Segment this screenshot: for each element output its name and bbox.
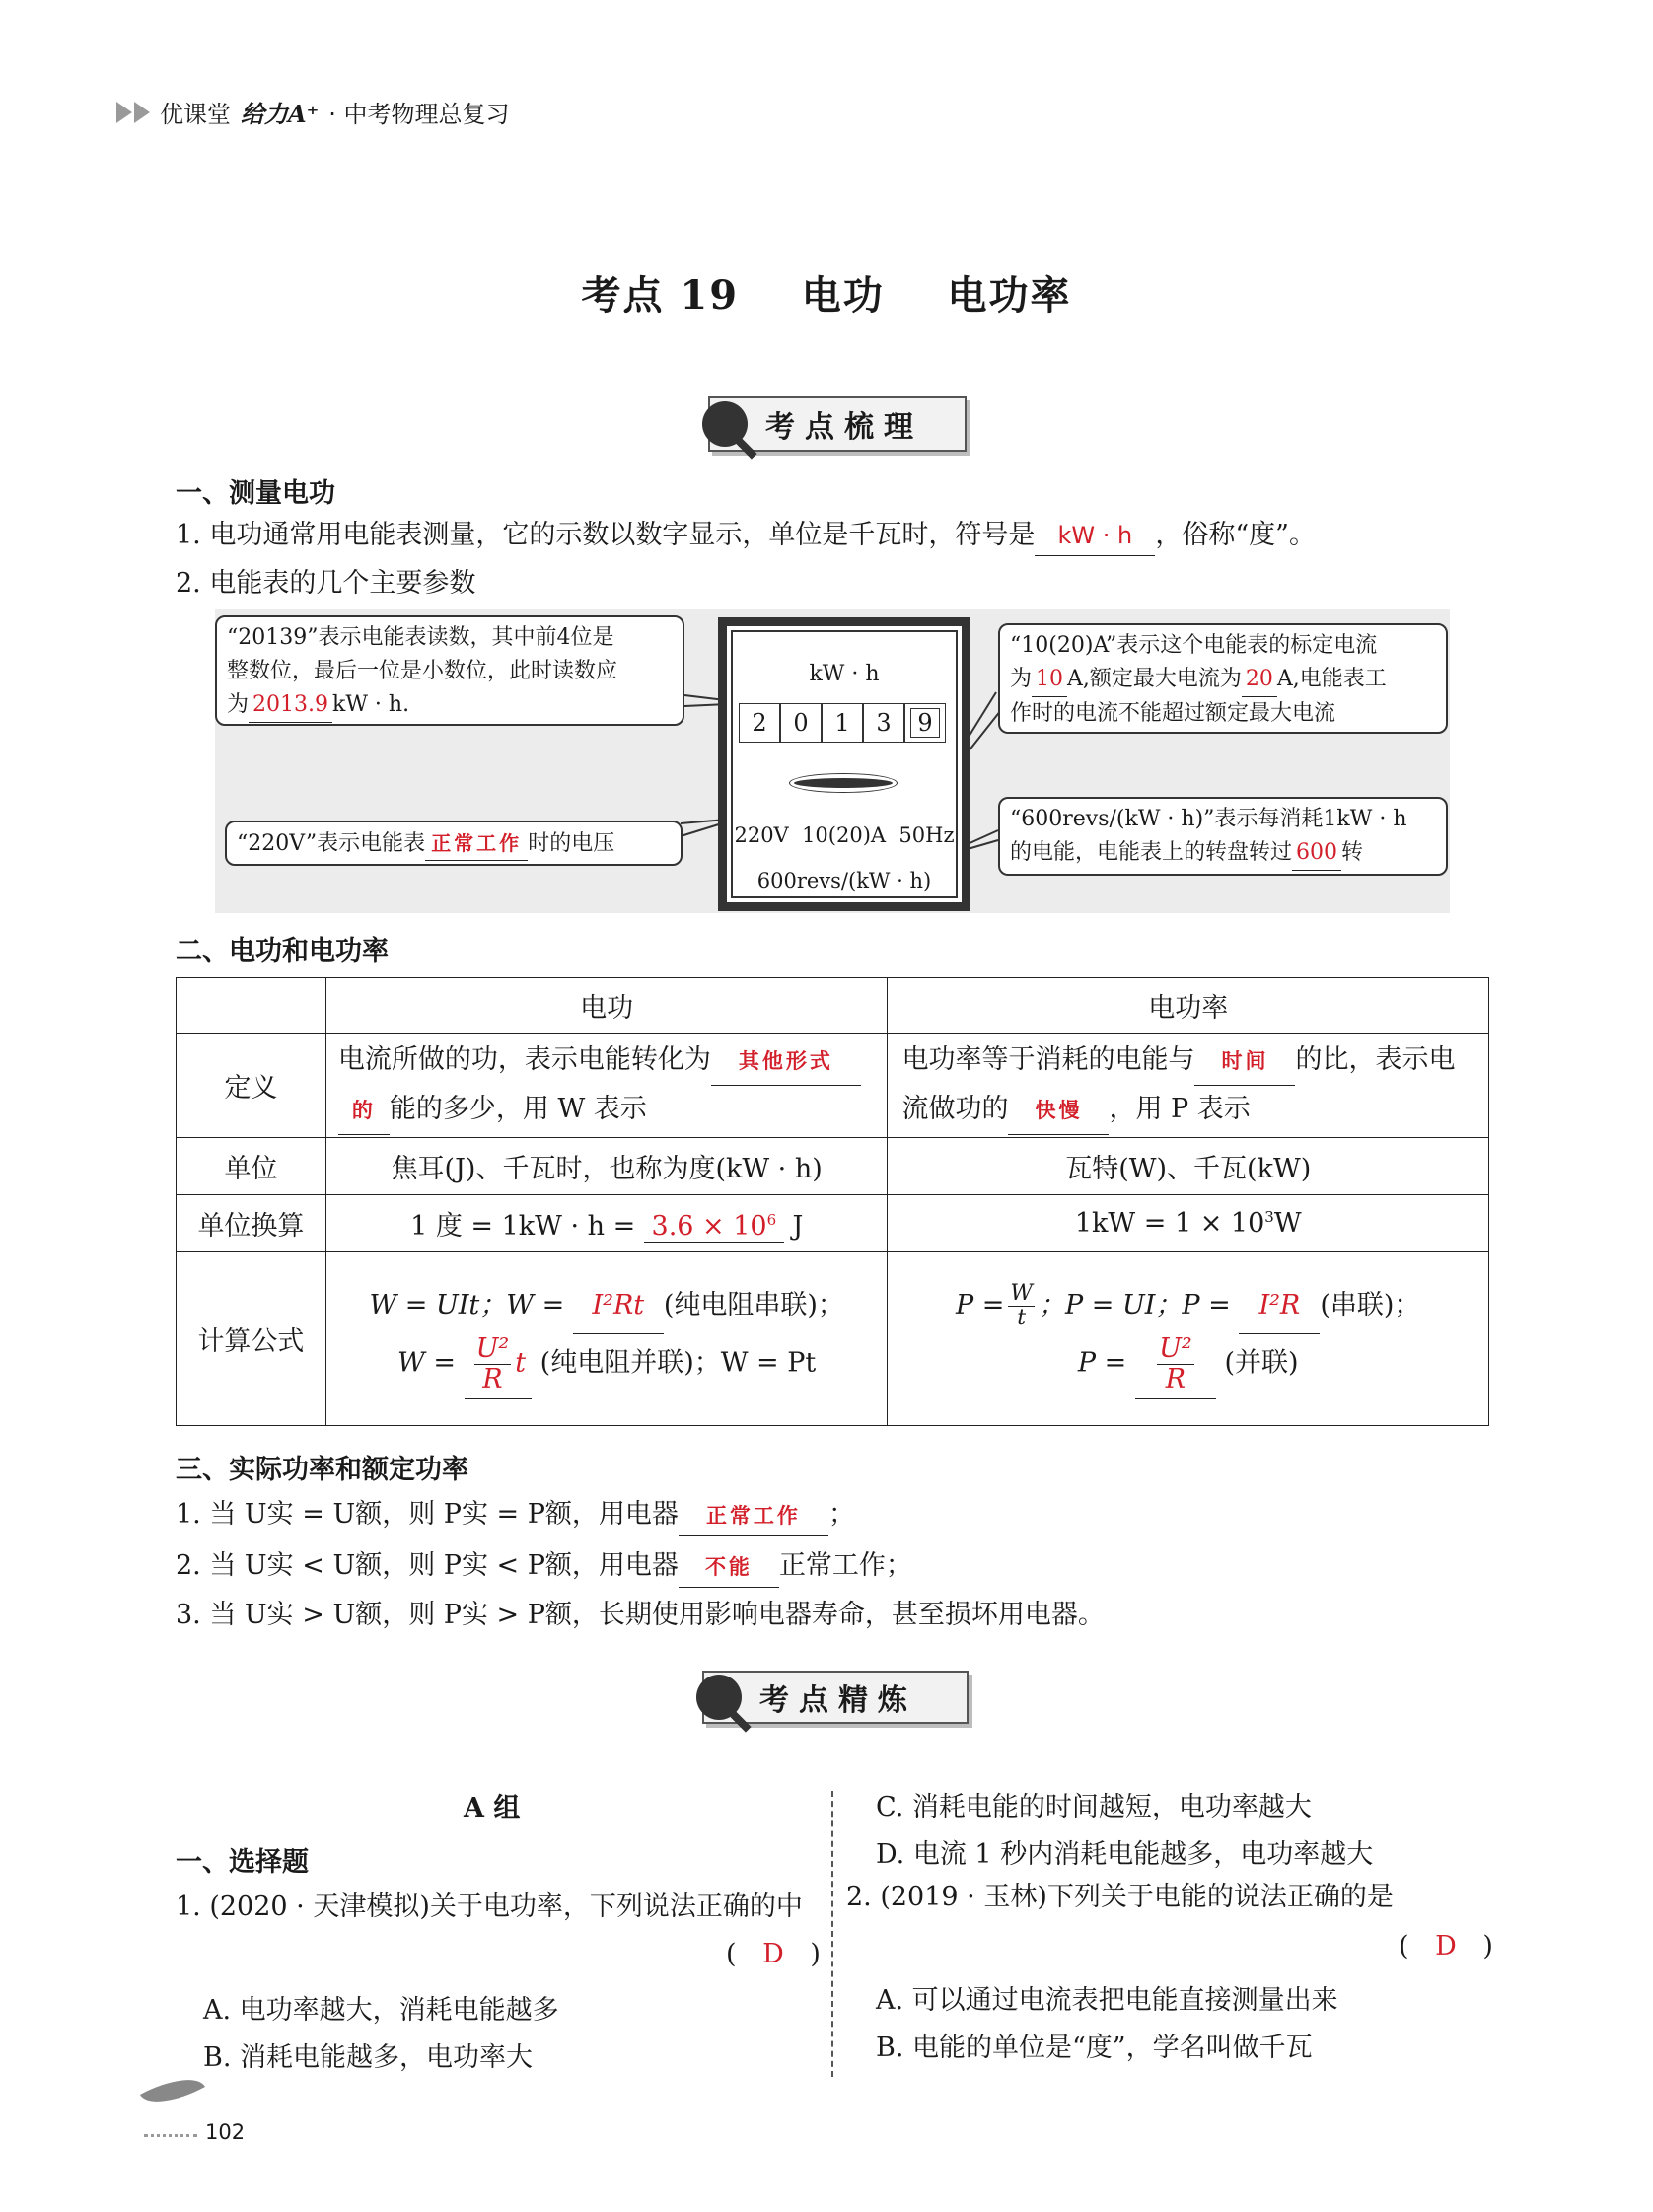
col-header-power: 电功率 bbox=[888, 978, 1489, 1034]
cell-conv-power: $1kW = 1 \times 10^3W$ bbox=[888, 1195, 1489, 1252]
subsection-choice: 一、选择题 bbox=[176, 1847, 309, 1878]
reader-icon bbox=[696, 1675, 742, 1720]
col-header-work: 电功 bbox=[325, 978, 888, 1034]
feather-icon bbox=[140, 2066, 205, 2115]
power-table bbox=[176, 977, 1489, 1426]
footer-dots bbox=[144, 2134, 197, 2137]
meter-revs: 600revs/(kW · h) bbox=[756, 869, 932, 892]
q1-option-b: B. 消耗电能越多，电功率大 bbox=[203, 2042, 534, 2073]
cell-unit-power: 瓦特(W)、千瓦(kW) bbox=[888, 1138, 1489, 1195]
brand-script: 给力A⁺ bbox=[241, 100, 320, 128]
section-heading-3: 三、实际功率和额定功率 bbox=[176, 1455, 468, 1485]
section-heading-2: 二、电功和电功率 bbox=[176, 936, 389, 966]
cell-conv-work: 1 度 = $1kW \cdot h = 3.6 \times 10^6$ J bbox=[325, 1195, 888, 1252]
s3-line-3: 3. 当 U实 > U额，则 P实 > P额，长期使用影响电器寿命，甚至损坏用电器。 bbox=[176, 1600, 1105, 1630]
callout-reading: “20139”表示电能表读数，其中前4位是 整数位，最后一位是小数位，此时读数应 为 2013.9 kW · h. bbox=[215, 615, 684, 726]
callout-voltage: “220V”表示电能表 正常工作 时的电压 bbox=[225, 821, 683, 866]
table-corner bbox=[177, 978, 326, 1034]
meter-digit: 3 bbox=[863, 703, 904, 743]
meter-digit: 2 bbox=[739, 703, 780, 743]
question-1: 1. (2020 · 天津模拟)关于电功率，下列说法正确的中 bbox=[176, 1891, 803, 1922]
meter-disc bbox=[794, 778, 893, 788]
row-header-formula: 计算公式 bbox=[177, 1252, 326, 1426]
s1-line-2: 2. 电能表的几个主要参数 bbox=[176, 568, 476, 599]
q1-answer: ( D ) bbox=[726, 1939, 821, 1969]
cell-formula-power: P = $\frac{W}{t}$ ；P = UI；P = I²R (串联)； P = $\frac{\text{U²}}{R}$ (并联) bbox=[888, 1252, 1489, 1426]
book-subject: · 中考物理总复习 bbox=[328, 101, 510, 128]
s1-line-1: 1. 电功通常用电能表测量，它的示数以数字显示，单位是千瓦时，符号是 kW · h ，俗称“度”。 bbox=[176, 516, 1316, 556]
cell-def-work: 电流所做的功，表示电能转化为 其他形式 的 能的多少，用 W 表示 bbox=[325, 1034, 888, 1138]
page-title: 考点 19 电功 电功率 bbox=[581, 272, 1072, 319]
s3-line-1: 1. 当 U实 = U额，则 P实 = P额，用电器 正常工作 ； bbox=[176, 1495, 855, 1536]
cell-def-power: 电功率等于消耗的电能与 时间 的比，表示电 流做功的 快慢 ，用 P 表示 bbox=[888, 1034, 1489, 1138]
s3-line-2: 2. 当 U实 < U额，则 P实 < P额，用电器 不能 正常工作； bbox=[176, 1546, 912, 1588]
q1-option-a: A. 电功率越大，消耗电能越多 bbox=[203, 1995, 559, 2026]
section-heading-1: 一、测量电功 bbox=[176, 478, 335, 509]
q2-option-a: A. 可以通过电流表把电能直接测量出来 bbox=[876, 1985, 1338, 2016]
meter-digit: 1 bbox=[822, 703, 863, 743]
callout-revs: “600revs/(kW · h)”表示每消耗1kW · h 的电能，电能表上的转盘转过 600 转 bbox=[998, 797, 1448, 876]
question-2: 2. (2019 · 玉林)下列关于电能的说法正确的是 bbox=[846, 1882, 1394, 1912]
section-badge-practice: 考点精炼 bbox=[702, 1671, 969, 1724]
row-header-def: 定义 bbox=[177, 1034, 326, 1138]
row-header-conv: 单位换算 bbox=[177, 1195, 326, 1252]
group-label: A 组 bbox=[464, 1793, 521, 1823]
cell-formula-work: W = UIt；W = I²Rt (纯电阻串联)； W = $\frac{\text{U²}}{R}$ t (纯电阻并联)；W = Pt bbox=[325, 1252, 888, 1426]
section-badge-review: 考点梳理 bbox=[708, 396, 967, 452]
answer-unit: kW · h bbox=[1035, 516, 1155, 556]
q1-option-d: D. 电流 1 秒内消耗电能越多，电功率越大 bbox=[876, 1839, 1374, 1870]
q2-answer: ( D ) bbox=[1399, 1931, 1493, 1962]
brand-prefix: 优课堂 bbox=[160, 101, 231, 128]
cell-unit-work: 焦耳(J)、千瓦时，也称为度(kW · h) bbox=[325, 1138, 888, 1195]
q1-option-c: C. 消耗电能的时间越短，电功率越大 bbox=[876, 1792, 1312, 1822]
meter-rating: 220V 10(20)A 50Hz bbox=[734, 823, 955, 847]
meter-digit-decimal: 9 bbox=[904, 703, 946, 743]
row-header-unit: 单位 bbox=[177, 1138, 326, 1195]
electricity-meter bbox=[718, 617, 970, 911]
meter-unit: kW · h bbox=[809, 662, 880, 686]
page-number: 102 bbox=[205, 2120, 246, 2144]
column-divider bbox=[831, 1791, 833, 2077]
q2-option-b: B. 电能的单位是“度”，学名叫做千瓦 bbox=[876, 2033, 1313, 2063]
meter-digit: 0 bbox=[780, 703, 822, 743]
callout-current: “10(20)A”表示这个电能表的标定电流 为 10 A,额定最大电流为 20 A,电能表工 作时的电流不能超过额定最大电流 bbox=[998, 623, 1448, 734]
